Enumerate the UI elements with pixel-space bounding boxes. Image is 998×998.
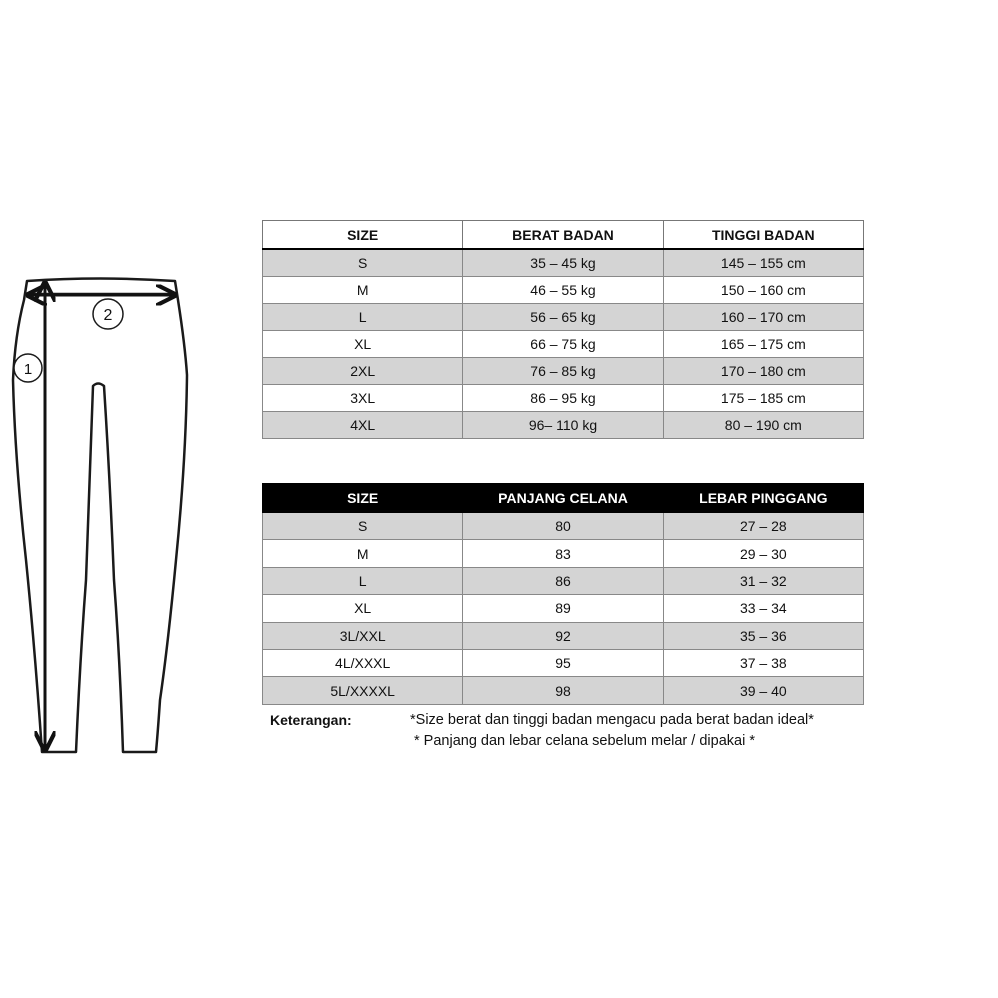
pants-size-table	[262, 483, 864, 705]
table-row	[263, 412, 864, 439]
header-berat-badan: BERAT BADAN	[463, 221, 663, 250]
cell-tinggi: 175 – 185 cm	[663, 385, 863, 412]
table-row	[263, 649, 864, 676]
cell-tinggi: 80 – 190 cm	[663, 412, 863, 439]
cell-tinggi: 145 – 155 cm	[663, 249, 863, 277]
cell-lebar: 27 – 28	[663, 513, 863, 540]
cell-size: 3L/XXL	[263, 622, 463, 649]
cell-panjang: 86	[463, 567, 663, 594]
table-row	[263, 622, 864, 649]
cell-panjang: 95	[463, 649, 663, 676]
cell-lebar: 35 – 36	[663, 622, 863, 649]
cell-size: L	[263, 304, 463, 331]
table-row	[263, 513, 864, 540]
marker-2-label: 2	[103, 307, 113, 324]
table-row	[263, 385, 864, 412]
pants-diagram	[0, 260, 200, 770]
cell-berat: 66 – 75 kg	[463, 331, 663, 358]
cell-panjang: 92	[463, 622, 663, 649]
table-row	[263, 567, 864, 594]
cell-berat: 46 – 55 kg	[463, 277, 663, 304]
notes-line-2: * Panjang dan lebar celana sebelum melar / dipakai *	[414, 733, 755, 749]
marker-1-label: 1	[23, 361, 33, 378]
cell-size: 3XL	[263, 385, 463, 412]
cell-berat: 56 – 65 kg	[463, 304, 663, 331]
cell-tinggi: 165 – 175 cm	[663, 331, 863, 358]
table-row	[263, 677, 864, 704]
marker-2	[93, 299, 123, 329]
cell-tinggi: 160 – 170 cm	[663, 304, 863, 331]
cell-size: M	[263, 540, 463, 567]
cell-size: XL	[263, 331, 463, 358]
header-size: SIZE	[263, 484, 463, 513]
pants-outline	[13, 279, 187, 753]
cell-lebar: 37 – 38	[663, 649, 863, 676]
cell-lebar: 39 – 40	[663, 677, 863, 704]
table-row	[263, 249, 864, 277]
notes-line-1: *Size berat dan tinggi badan mengacu pada berat badan ideal*	[410, 712, 814, 728]
cell-panjang: 98	[463, 677, 663, 704]
cell-size: 5L/XXXXL	[263, 677, 463, 704]
cell-berat: 86 – 95 kg	[463, 385, 663, 412]
table-row	[263, 540, 864, 567]
marker-1	[14, 354, 42, 382]
cell-berat: 96– 110 kg	[463, 412, 663, 439]
cell-size: 4XL	[263, 412, 463, 439]
cell-size: M	[263, 277, 463, 304]
cell-size: L	[263, 567, 463, 594]
cell-size: XL	[263, 595, 463, 622]
table-row	[263, 304, 864, 331]
cell-size: 2XL	[263, 358, 463, 385]
cell-size: S	[263, 513, 463, 540]
cell-panjang: 80	[463, 513, 663, 540]
table-row	[263, 331, 864, 358]
cell-panjang: 89	[463, 595, 663, 622]
header-panjang-celana: PANJANG CELANA	[463, 484, 663, 513]
table-row	[263, 358, 864, 385]
cell-tinggi: 150 – 160 cm	[663, 277, 863, 304]
notes-label: Keterangan:	[270, 712, 352, 728]
cell-panjang: 83	[463, 540, 663, 567]
cell-lebar: 33 – 34	[663, 595, 863, 622]
table-row	[263, 595, 864, 622]
cell-size: 4L/XXXL	[263, 649, 463, 676]
header-tinggi-badan: TINGGI BADAN	[663, 221, 863, 250]
body-size-table	[262, 220, 864, 439]
table-row	[263, 277, 864, 304]
header-size: SIZE	[263, 221, 463, 250]
table-header-row	[263, 221, 864, 250]
cell-tinggi: 170 – 180 cm	[663, 358, 863, 385]
cell-berat: 35 – 45 kg	[463, 249, 663, 277]
table-header-row	[263, 484, 864, 513]
cell-berat: 76 – 85 kg	[463, 358, 663, 385]
header-lebar-pinggang: LEBAR PINGGANG	[663, 484, 863, 513]
cell-lebar: 31 – 32	[663, 567, 863, 594]
cell-lebar: 29 – 30	[663, 540, 863, 567]
cell-size: S	[263, 249, 463, 277]
